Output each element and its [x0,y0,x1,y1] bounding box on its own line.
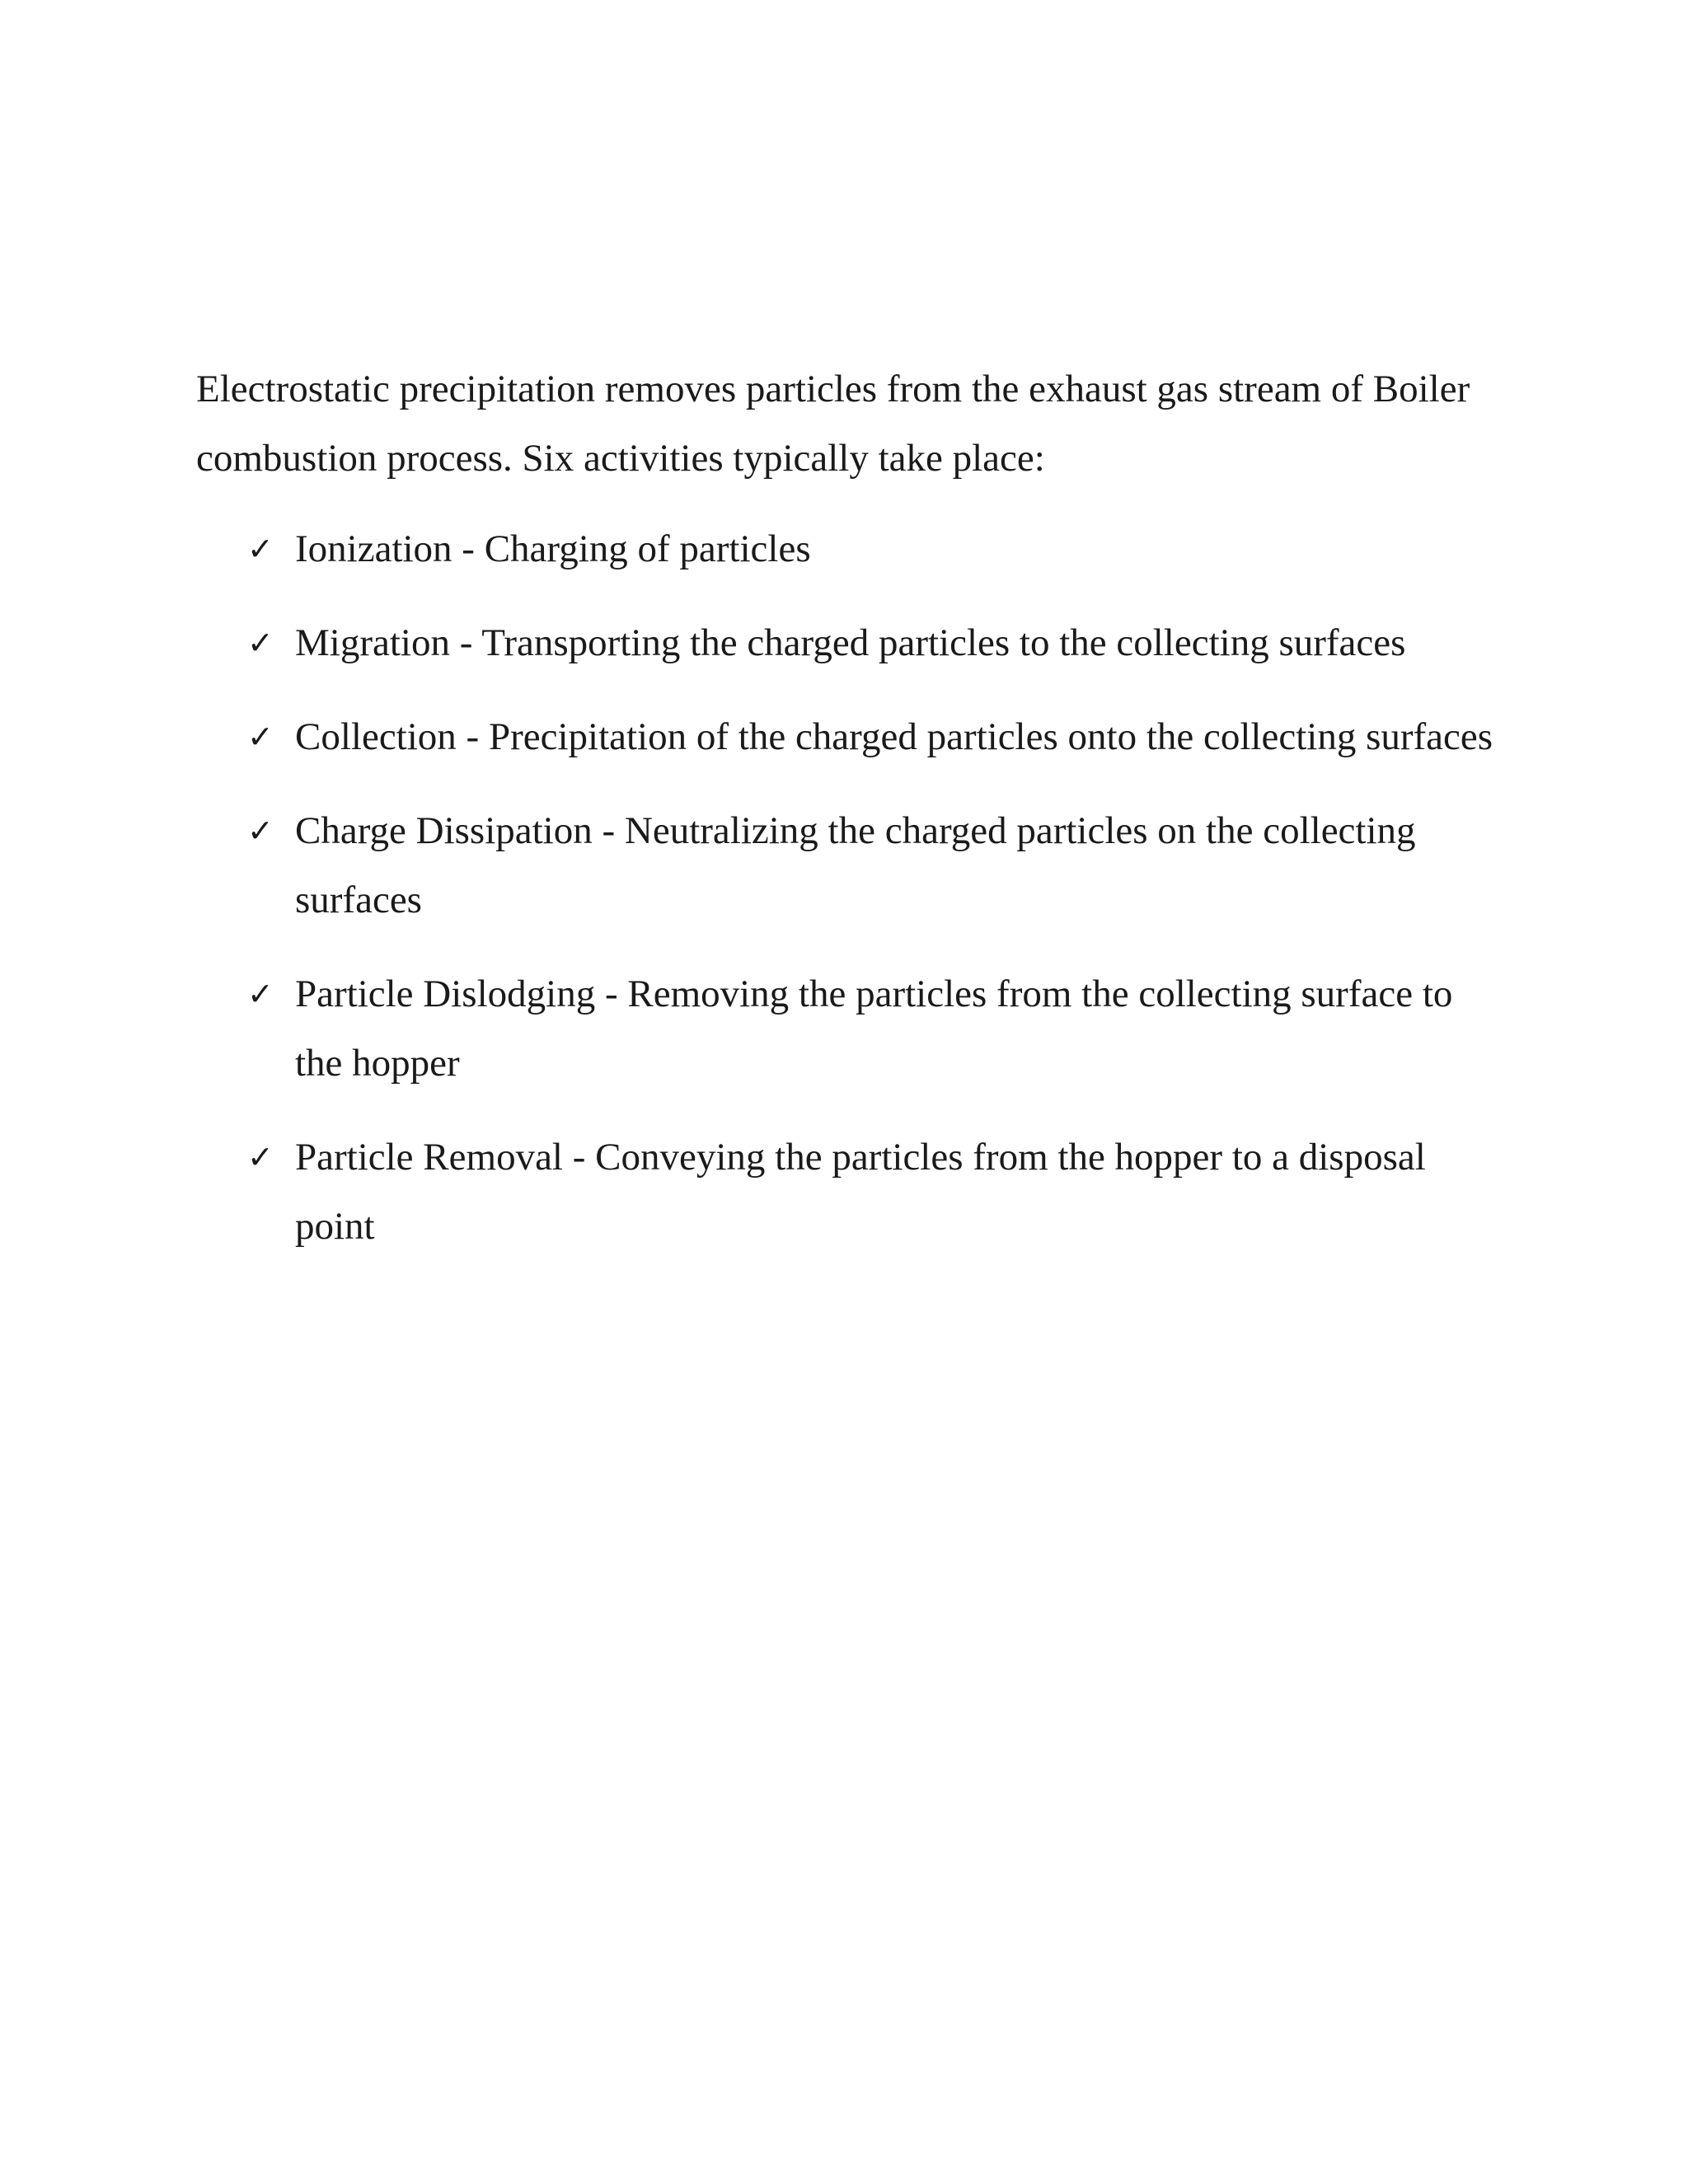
list-item-text: Particle Dislodging - Removing the particles from the collecting surface to the hopper [295,972,1453,1085]
checkmark-icon: ✓ [247,531,274,567]
list-item [196,796,1498,935]
intro-paragraph: Electrostatic precipitation removes particles from the exhaust gas stream of Boiler combustion process. Six activities typically take place: [196,368,1470,480]
list-item [196,514,1498,583]
list-item-text: Collection - Precipitation of the charged particles onto the collecting surfaces [295,715,1493,758]
checkmark-icon: ✓ [247,1139,274,1175]
checkmark-icon: ✓ [247,625,274,661]
list-item-text: Particle Removal - Conveying the particles from the hopper to a disposal point [295,1136,1426,1248]
document-body [196,354,1498,1286]
checkmark-icon: ✓ [247,719,274,755]
checkmark-icon: ✓ [247,813,274,849]
checkmark-icon: ✓ [247,976,274,1012]
list-item [196,702,1498,771]
activity-checklist [196,514,1498,1261]
list-item-text: Ionization - Charging of particles [295,527,811,570]
list-item [196,1122,1498,1261]
list-item-text: Migration - Transporting the charged particles to the collecting surfaces [295,621,1406,664]
list-item-text: Charge Dissipation - Neutralizing the charged particles on the collecting surfaces [295,809,1416,921]
list-item [196,959,1498,1098]
list-item [196,608,1498,677]
